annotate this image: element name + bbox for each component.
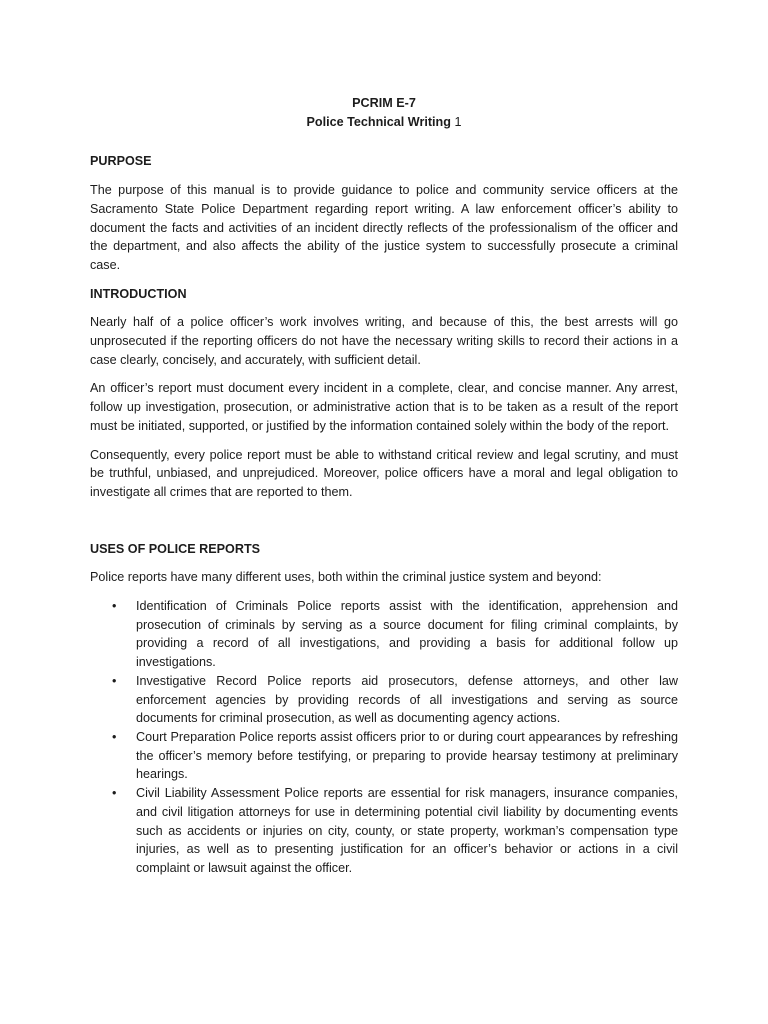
uses-section: [90, 540, 678, 878]
uses-heading: USES OF POLICE REPORTS: [90, 541, 261, 556]
purpose-heading: PURPOSE: [90, 154, 152, 169]
introduction-heading: INTRODUCTION: [90, 286, 187, 301]
document-title: Police Technical Writing: [306, 114, 451, 129]
list-item-text: Identification of Criminals Police reports assist with the identification, apprehension and prosecution of criminals by serving as a source document for filing criminal complaints, by providing a record of all investigations, and providing a basis for additional follow up investigations.: [136, 599, 678, 670]
section-spacer: [90, 512, 678, 540]
list-item: [90, 672, 678, 728]
list-item: [90, 597, 678, 672]
uses-intro: Police reports have many different uses, both within the criminal justice system and beyond:: [90, 570, 602, 585]
bullet-icon: •: [112, 786, 117, 801]
introduction-section: [90, 285, 678, 502]
bullet-icon: •: [112, 599, 117, 614]
introduction-paragraph: Nearly half of a police officer’s work involves writing, and because of this, the best arrests will go unprosecuted if the reporting officers do not have the necessary writing skills to record their actions in a case clearly, concisely, and accurately, with sufficient detail.: [90, 315, 678, 367]
list-item: [90, 728, 678, 784]
list-item-text: Investigative Record Police reports aid prosecutors, defense attorneys, and other law enforcement agencies by providing records of all investigations and serving as source documents for criminal prosecution, as well as documenting agency actions.: [136, 673, 678, 726]
purpose-section: [90, 152, 678, 274]
document-title-line: [90, 113, 678, 132]
list-item: [90, 784, 678, 878]
purpose-paragraph: The purpose of this manual is to provide guidance to police and community service officers at the Sacramento State Police Department regarding report writing. A law enforcement officer’s ability to document the facts and activities of an incident directly reflects of the professionalism of the officer and the department, and also affects the ability of the justice system to successfully prosecute a criminal case.: [90, 183, 678, 272]
bullet-icon: •: [112, 673, 117, 688]
title-block: [90, 94, 678, 131]
uses-list: [90, 597, 678, 878]
document-code: PCRIM E-7: [352, 96, 416, 110]
page-number: 1: [454, 114, 462, 129]
list-item-text: Civil Liability Assessment Police reports are essential for risk managers, insurance companies, and civil litigation attorneys for use in determining potential civil liability by documenting events such as accidents or injuries on city, county, or state property, workman’s compensation type injuries, as well as to presenting justification for an officer’s behavior or actions in a civil complaint or lawsuit against the officer.: [136, 786, 678, 875]
introduction-paragraph: An officer’s report must document every incident in a complete, clear, and concise manner. Any arrest, follow up investigation, prosecution, or administrative action that is to be taken as a result of the report must be initiated, supported, or justified by the information contained solely within the body of the report.: [90, 381, 678, 433]
bullet-icon: •: [112, 729, 117, 744]
document-page: [90, 94, 678, 878]
list-item-text: Court Preparation Police reports assist officers prior to or during court appearances by refreshing the officer’s memory before testifying, or preparing to provide hearsay testimony at preliminary hearings.: [136, 729, 678, 782]
introduction-paragraph: Consequently, every police report must be able to withstand critical review and legal scrutiny, and must be truthful, unbiased, and unprejudiced. Moreover, police officers have a moral and legal obligation to investigate all crimes that are reported to them.: [90, 447, 678, 499]
